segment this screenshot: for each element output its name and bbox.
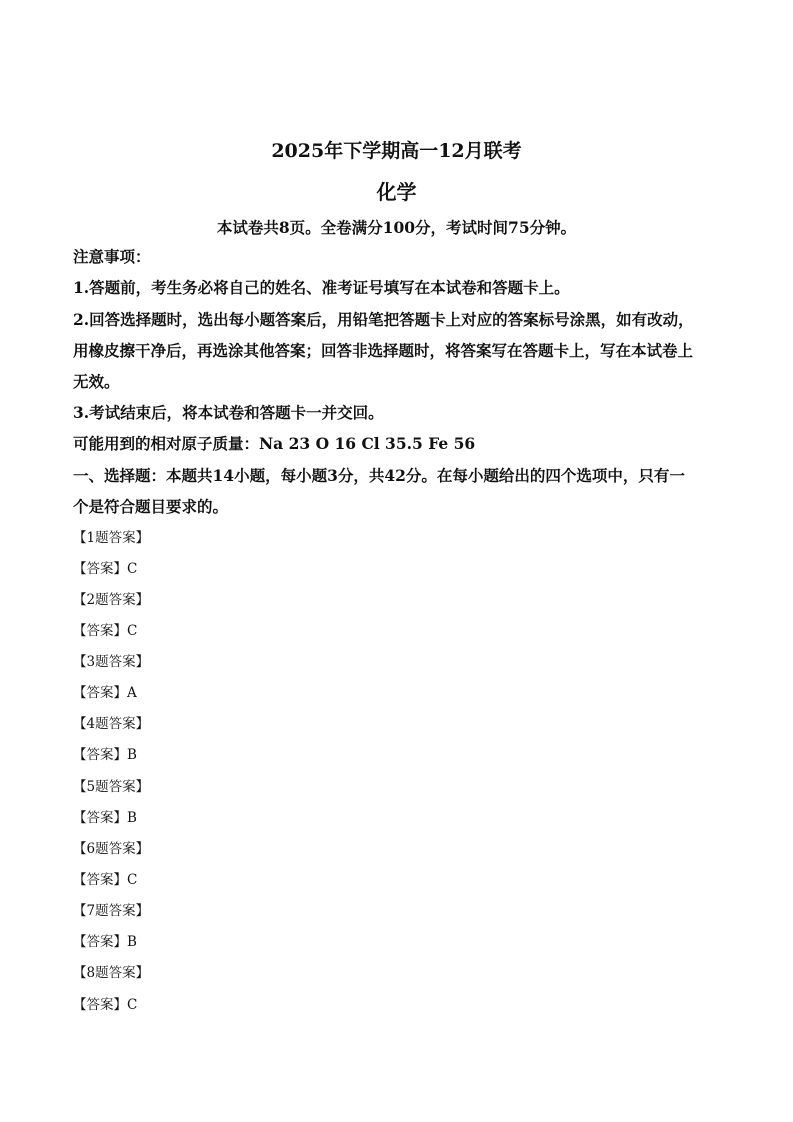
- question-4-label: 【4题答案】: [73, 716, 150, 732]
- section-1-line-1: 一、选择题：本题共14小题，每小题3分，共42分。在每小题给出的四个选项中，只有一: [73, 466, 685, 485]
- question-3-label: 【3题答案】: [73, 654, 150, 670]
- question-7-label: 【7题答案】: [73, 903, 150, 919]
- question-6-answer: 【答案】C: [73, 872, 138, 888]
- question-2-answer: 【答案】C: [73, 623, 138, 639]
- question-2-label: 【2题答案】: [73, 592, 150, 608]
- notice-heading: 注意事项：: [73, 247, 151, 266]
- question-4-answer: 【答案】B: [73, 747, 137, 763]
- question-5-label: 【5题答案】: [73, 779, 150, 795]
- question-8-answer: 【答案】C: [73, 997, 138, 1013]
- exam-info: 本试卷共8页。全卷满分100分，考试时间75分钟。: [216, 218, 577, 237]
- question-6-label: 【6题答案】: [73, 841, 150, 857]
- question-1-label: 【1题答案】: [73, 530, 150, 546]
- question-5-answer: 【答案】B: [73, 810, 137, 826]
- atomic-masses: 可能用到的相对原子质量：Na 23 O 16 Cl 35.5 Fe 56: [73, 434, 476, 453]
- notice-item-2-line-3: 无效。: [73, 372, 120, 391]
- question-7-answer: 【答案】B: [73, 934, 137, 950]
- question-3-answer: 【答案】A: [73, 685, 137, 701]
- notice-item-1: 1.答题前，考生务必将自己的姓名、准考证号填写在本试卷和答题卡上。: [73, 278, 570, 297]
- notice-item-2-line-2: 用橡皮擦干净后，再选涂其他答案；回答非选择题时，将答案写在答题卡上，写在本试卷上: [73, 341, 694, 360]
- section-1-line-2: 个是符合题目要求的。: [73, 497, 229, 516]
- subject-title: 化学: [376, 180, 417, 204]
- notice-item-2-line-1: 2.回答选择题时，选出每小题答案后，用铅笔把答题卡上对应的答案标号涂黑，如有改动，: [73, 310, 694, 329]
- exam-title: 2025年下学期高一12月联考: [271, 140, 522, 162]
- question-1-answer: 【答案】C: [73, 561, 138, 577]
- notice-item-3: 3.考试结束后，将本试卷和答题卡一并交回。: [73, 403, 384, 422]
- question-8-label: 【8题答案】: [73, 965, 150, 981]
